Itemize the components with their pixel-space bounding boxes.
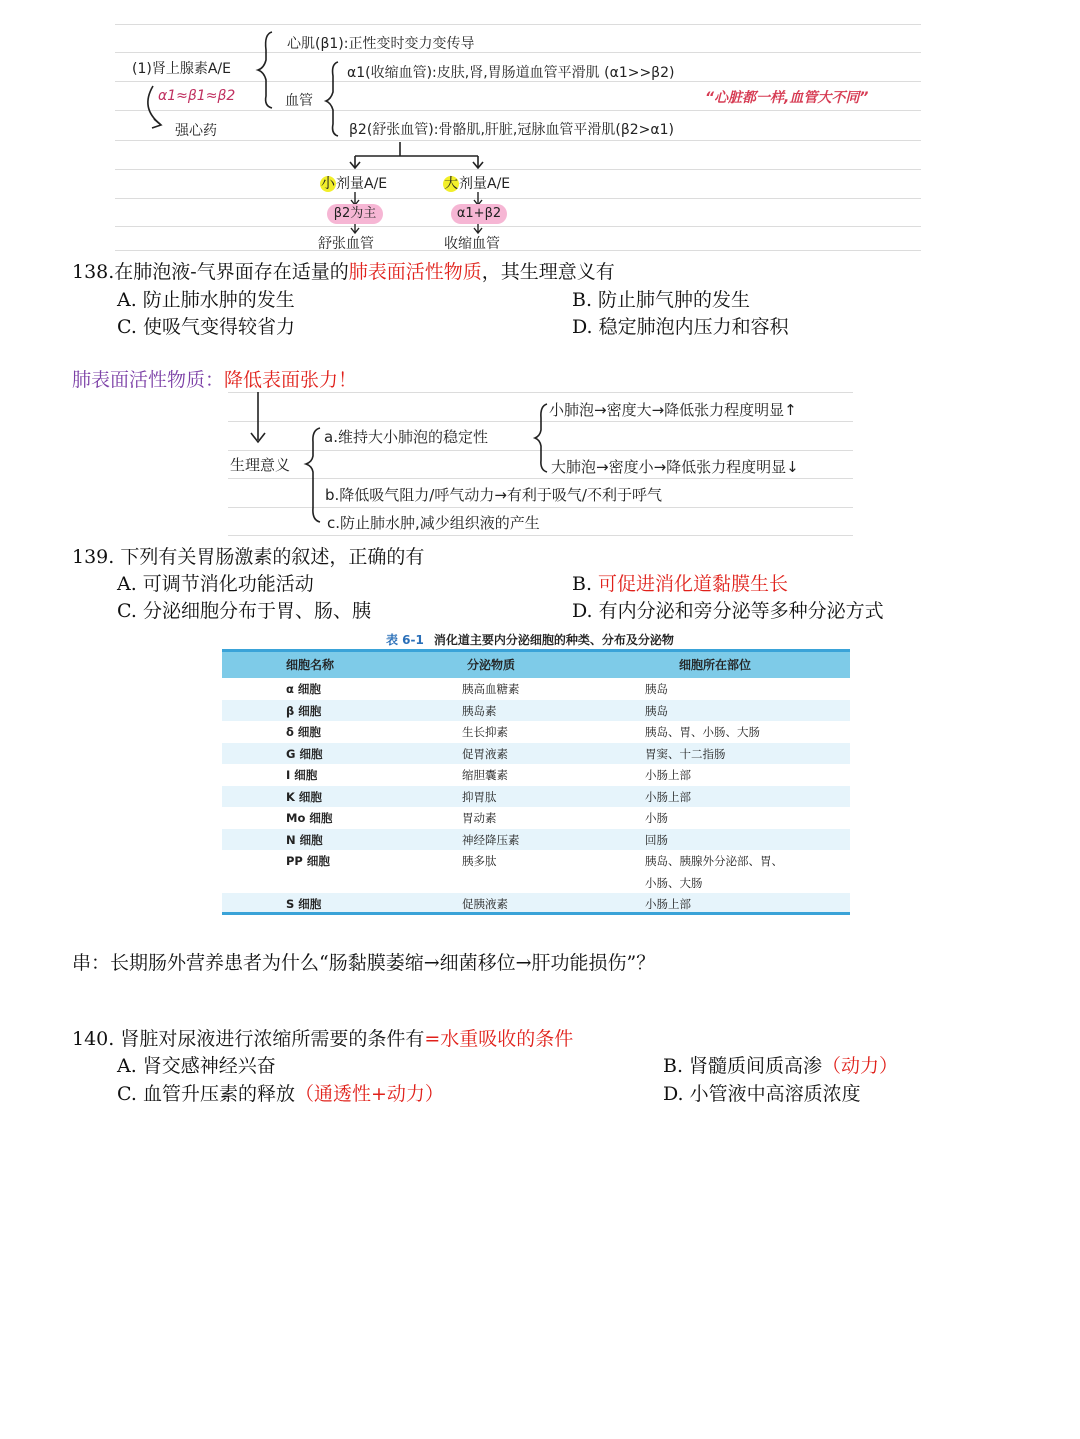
note-large-dose — [443, 173, 510, 193]
q139-option-d: D. 有内分泌和旁分泌等多种分泌方式 — [572, 600, 884, 622]
pill-alpha-beta: α1+β2 — [451, 204, 507, 224]
table-cell: 小肠、大肠 — [645, 875, 703, 890]
small-highlight: 小 — [321, 176, 335, 192]
table-cell: 胃动素 — [462, 811, 497, 825]
q140-option-b — [663, 1054, 898, 1078]
note-alpha1: α1(收缩血管):皮肤,肾,胃肠道血管平滑肌 (α1>>β2) — [347, 65, 675, 81]
table-header-cell: 分泌物质 — [467, 658, 516, 672]
note-small-effect: 舒张血管 — [318, 236, 374, 252]
q138-highlight: 肺表面活性物质 — [348, 261, 482, 283]
surfactant-small: 小肺泡→密度大→降低张力程度明显↑ — [549, 401, 797, 419]
table-cell: 生长抑素 — [462, 725, 508, 739]
table-cell: 胰岛、胃、小肠、大肠 — [645, 725, 760, 739]
pill-beta2: β2为主 — [327, 204, 383, 224]
q140-option-c-text: C. 血管升压素的释放 — [117, 1083, 295, 1105]
note-title: (1)肾上腺素A/E — [132, 61, 231, 77]
table-cell: 胰岛 — [645, 682, 668, 696]
table-cell: β 细胞 — [286, 703, 322, 718]
q140-option-b-text: B. 肾髓质间质高渗 — [663, 1055, 823, 1077]
table-cell: 胰岛 — [645, 703, 668, 718]
table-cell: 胃窦、十二指肠 — [645, 746, 726, 761]
table-caption-number: 表 6-1 — [386, 633, 424, 647]
table-cell: Mo 细胞 — [286, 811, 333, 825]
large-dose-text: 剂量A/E — [459, 176, 511, 192]
q138-stem — [72, 260, 615, 284]
q139-option-a: A. 可调节消化功能活动 — [117, 573, 314, 595]
q140-stem-text: 140. 肾脏对尿液进行浓缩所需要的条件有 — [72, 1028, 425, 1050]
note-equal: α1≈β1≈β2 — [158, 88, 236, 104]
table-cell: 缩胆囊素 — [462, 768, 508, 782]
table-cell: I 细胞 — [286, 768, 318, 782]
q138-option-a: A. 防止肺水肿的发生 — [117, 289, 295, 311]
table-cell: 神经降压素 — [462, 832, 520, 847]
q139-option-c: C. 分泌细胞分布于胃、肠、胰 — [117, 600, 371, 622]
q140-option-a: A. 肾交感神经兴奋 — [117, 1055, 276, 1077]
surfactant-c: c.防止肺水肿,减少组织液的产生 — [327, 514, 540, 532]
note-cardiac: 强心药 — [175, 123, 217, 139]
q138-option-c: C. 使吸气变得较省力 — [117, 316, 295, 338]
note-beta2: β2(舒张血管):骨骼肌,肝脏,冠脉血管平滑肌(β2>α1) — [349, 122, 675, 138]
note-quote: “心脏都一样,血管大不同” — [705, 90, 869, 106]
surfactant-phys: 生理意义 — [230, 456, 291, 474]
table-header-cell: 细胞名称 — [286, 658, 335, 672]
q139-option-b-letter: B. — [572, 573, 599, 595]
table-cell: 小肠上部 — [645, 789, 691, 804]
q138-suffix: ，其生理意义有 — [481, 261, 615, 283]
note-small-dose — [320, 173, 387, 193]
q138-option-b: B. 防止肺气肿的发生 — [572, 289, 751, 311]
q140-stem — [72, 1027, 573, 1051]
table-cell: 小肠上部 — [645, 897, 691, 911]
note-large-effect: 收缩血管 — [444, 236, 500, 252]
table-bottom-rule — [222, 912, 850, 915]
table-cell: 促胰液素 — [462, 897, 508, 911]
table-caption — [386, 631, 674, 648]
table-cell: 胰岛、胰腺外分泌部、胃、 — [645, 854, 783, 868]
q139-option-b — [572, 572, 788, 596]
table-cell: 回肠 — [645, 832, 668, 847]
table-cell: N 细胞 — [286, 832, 323, 847]
surfactant-key: 降低表面张力！ — [224, 369, 358, 391]
q140-option-d: D. 小管液中高溶质浓度 — [663, 1083, 861, 1105]
surfactant-braces — [0, 380, 1080, 540]
q140-stem-red: =水重吸收的条件 — [424, 1028, 574, 1050]
q139-stem: 139. 下列有关胃肠激素的叙述，正确的有 — [72, 546, 425, 568]
table-cell: α 细胞 — [286, 682, 321, 696]
large-highlight: 大 — [444, 176, 458, 192]
table-cell: 小肠 — [645, 811, 668, 825]
q138-prefix: 138.在肺泡液-气界面存在适量的 — [72, 261, 349, 283]
chuan-question: 串：长期肠外营养患者为什么“肠黏膜萎缩→细菌移位→肝功能损伤”？ — [72, 952, 656, 974]
table-caption-text: 消化道主要内分泌细胞的种类、分布及分泌物 — [433, 633, 674, 647]
table-header-cell: 细胞所在部位 — [679, 658, 752, 672]
table-cell: PP 细胞 — [286, 854, 330, 868]
surfactant-a: a.维持大小肺泡的稳定性 — [324, 428, 488, 446]
q138-option-d: D. 稳定肺泡内压力和容积 — [572, 316, 789, 338]
q140-option-c — [117, 1082, 444, 1106]
table-cell: G 细胞 — [286, 746, 323, 761]
surfactant-label: 肺表面活性物质： — [72, 369, 225, 391]
note-vessel: 血管 — [285, 93, 313, 109]
surfactant-b: b.降低吸气阻力/呼气动力→有利于吸气/不利于呼气 — [325, 486, 662, 504]
note-heart: 心肌(β1):正性变时变力变传导 — [287, 36, 475, 52]
table-cell: K 细胞 — [286, 789, 322, 804]
table-cell: 胰高血糖素 — [462, 682, 520, 696]
table-cell: S 细胞 — [286, 897, 322, 911]
surfactant-large: 大肺泡→密度小→降低张力程度明显↓ — [551, 458, 799, 476]
small-dose-text: 剂量A/E — [336, 176, 388, 192]
q140-option-c-note: （通透性+动力） — [294, 1083, 444, 1105]
q139-option-b-text: 可促进消化道黏膜生长 — [598, 573, 789, 595]
q140-option-b-note: （动力） — [822, 1055, 899, 1077]
table-cell: 胰岛素 — [462, 703, 497, 718]
table-cell: 小肠上部 — [645, 768, 691, 782]
table-cell: 胰多肽 — [462, 854, 497, 868]
table-cell: 促胃液素 — [462, 746, 508, 761]
table-cell: δ 细胞 — [286, 725, 321, 739]
table-cell: 抑胃肽 — [462, 789, 497, 804]
